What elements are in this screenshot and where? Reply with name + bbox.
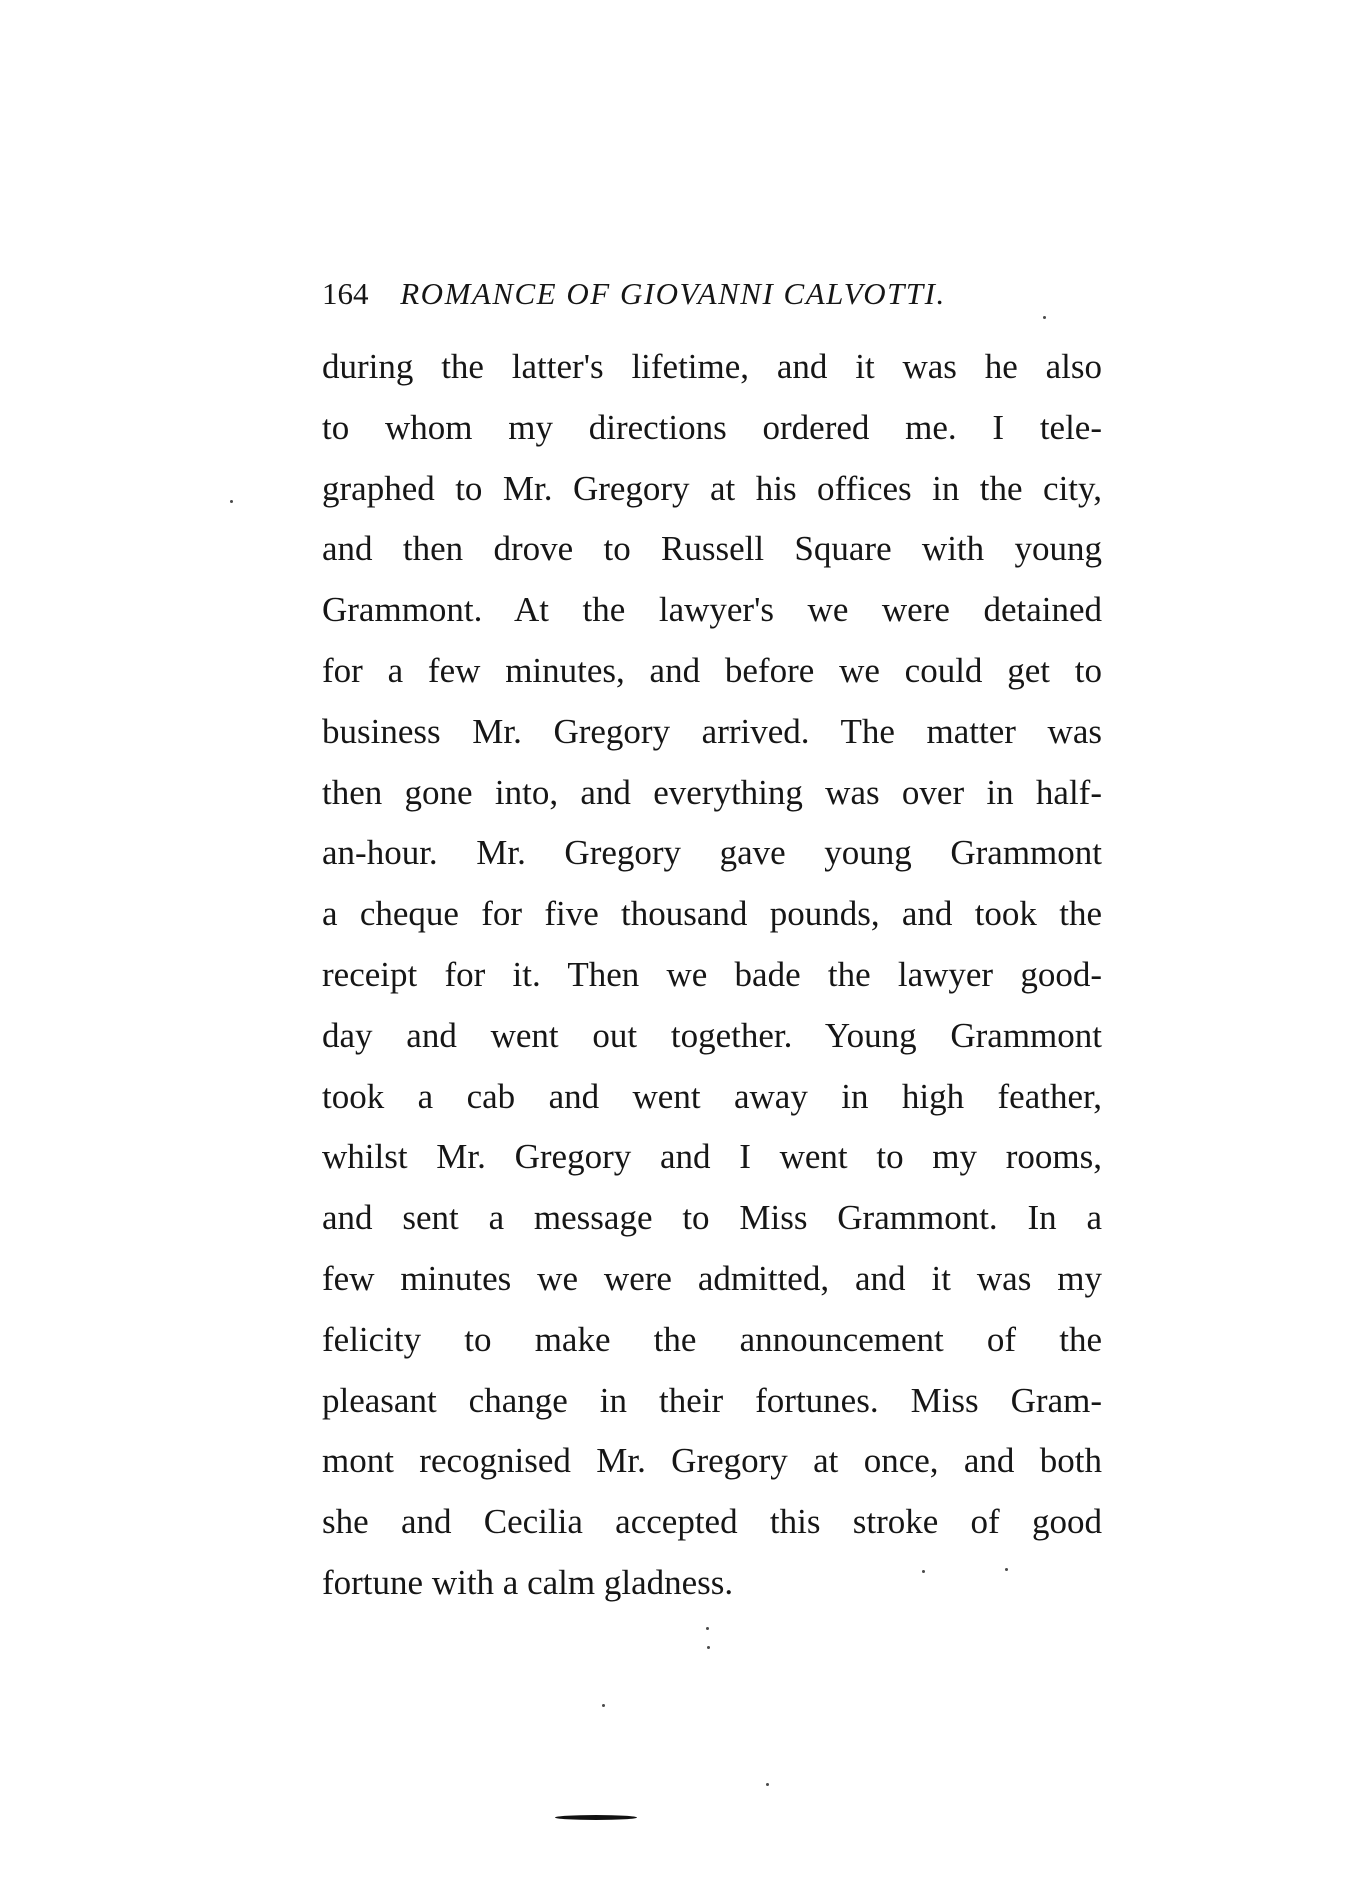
- text-line: for a few minutes, and before we could get to: [322, 650, 1102, 690]
- scan-speck: [602, 1704, 605, 1707]
- scan-speck: [766, 1783, 769, 1786]
- text-line: and then drove to Russell Square with young: [322, 529, 1102, 569]
- scan-speck: [707, 1646, 710, 1649]
- running-header: [322, 272, 1042, 316]
- scan-speck: [1005, 1568, 1008, 1571]
- text-line: during the latter's lifetime, and it was he also: [322, 347, 1102, 386]
- text-line: Grammont. At the lawyer's we were detained: [322, 590, 1102, 630]
- text-line: an-hour. Mr. Gregory gave young Grammont: [322, 833, 1102, 873]
- page-number: 164: [322, 276, 369, 311]
- body-paragraph: [322, 337, 1102, 1614]
- text-line: receipt for it. Then we bade the lawyer good-: [322, 954, 1102, 994]
- text-line: pleasant change in their fortunes. Miss Gram-: [322, 1380, 1102, 1420]
- text-line: to whom my directions ordered me. I tele-: [322, 407, 1102, 447]
- text-line: then gone into, and everything was over in half-: [322, 772, 1102, 812]
- text-line: whilst Mr. Gregory and I went to my rooms,: [322, 1137, 1102, 1177]
- text-line: a cheque for five thousand pounds, and took the: [322, 894, 1102, 934]
- text-line: she and Cecilia accepted this stroke of good: [322, 1502, 1102, 1542]
- text-line: graphed to Mr. Gregory at his offices in the city,: [322, 468, 1102, 508]
- text-line: few minutes we were admitted, and it was my: [322, 1258, 1102, 1298]
- end-of-chapter-rule: [555, 1815, 637, 1820]
- text-line: fortune with a calm gladness.: [322, 1562, 734, 1602]
- text-line: and sent a message to Miss Grammont. In a: [322, 1198, 1102, 1238]
- scan-speck: [922, 1570, 925, 1573]
- scan-speck: [230, 500, 233, 503]
- text-line: day and went out together. Young Grammont: [322, 1015, 1102, 1055]
- text-line: took a cab and went away in high feather,: [322, 1076, 1102, 1116]
- text-line: business Mr. Gregory arrived. The matter was: [322, 711, 1102, 751]
- text-line: felicity to make the announcement of the: [322, 1319, 1102, 1359]
- scan-speck: [706, 1627, 709, 1630]
- running-title: ROMANCE OF GIOVANNI CALVOTTI.: [400, 276, 946, 311]
- scan-speck: [1043, 316, 1046, 319]
- text-line: mont recognised Mr. Gregory at once, and both: [322, 1441, 1102, 1481]
